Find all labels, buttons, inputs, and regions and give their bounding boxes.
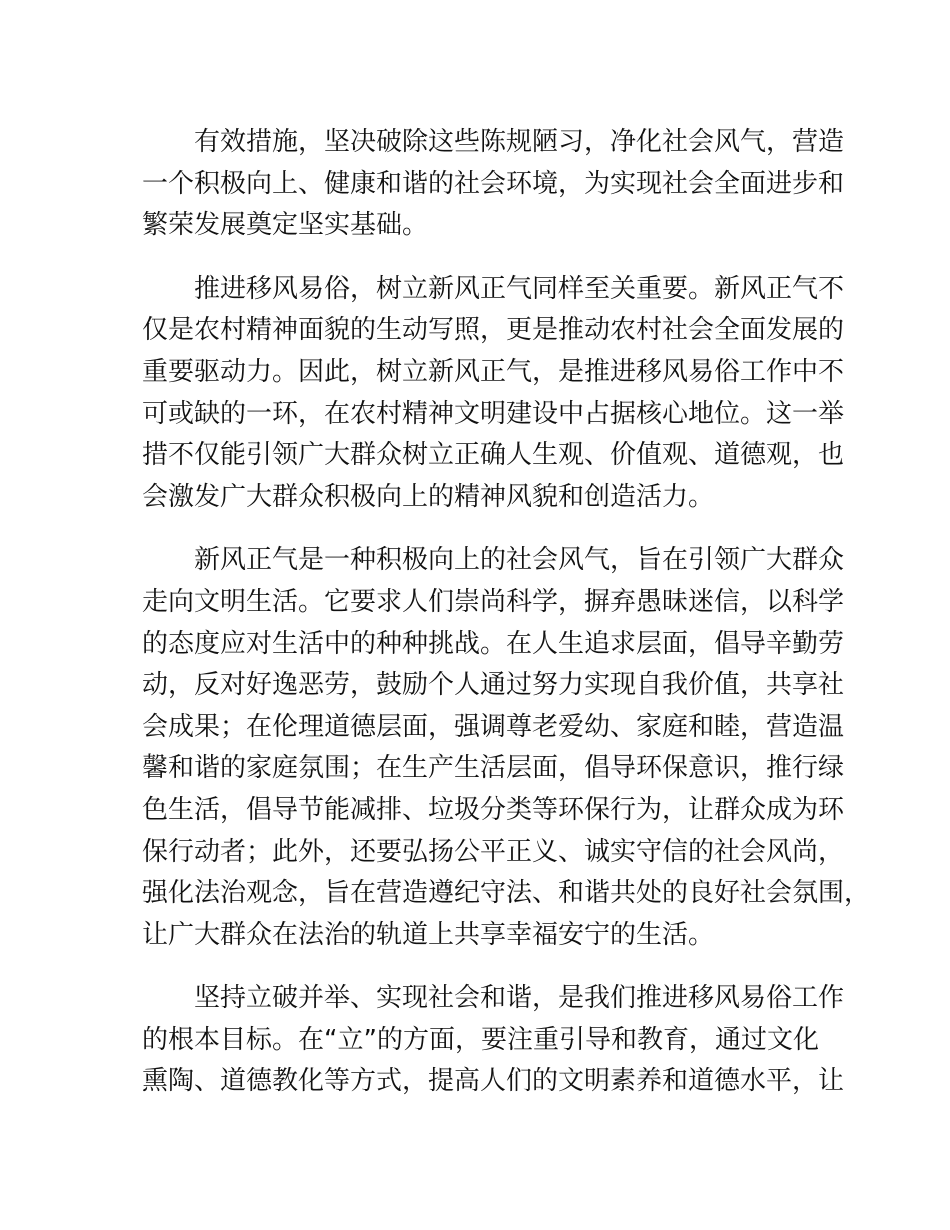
paragraph — [142, 540, 871, 956]
text-line: 措不仅能引领广大群众树立正确人生观、价值观、道德观，也 — [142, 440, 845, 471]
text-line: 馨和谐的家庭氛围；在生产生活层面，倡导环保意识，推行绿 — [142, 753, 845, 784]
text-line: 的态度应对生活中的种种挑战。在人生追求层面，倡导辛勤劳 — [142, 628, 845, 659]
text-line: 可或缺的一环，在农村精神文明建设中占据核心地位。这一举 — [142, 398, 845, 429]
text-line: 繁荣发展奠定坚实基础。 — [142, 210, 429, 241]
text-line: 会成果；在伦理道德层面，强调尊老爱幼、家庭和睦，营造温 — [142, 711, 845, 742]
document-body — [142, 122, 871, 1125]
text-line: 强化法治观念，旨在营造遵纪守法、和谐共处的良好社会氛围， — [142, 878, 871, 909]
text-line: 仅是农村精神面貌的生动写照，更是推动农村社会全面发展的 — [142, 315, 845, 346]
text-line: 重要驱动力。因此，树立新风正气，是推进移风易俗工作中不 — [142, 356, 845, 387]
text-line: 保行动者；此外，还要弘扬公平正义、诚实守信的社会风尚， — [142, 836, 845, 867]
text-line: 的根本目标。在“立”的方面，要注重引导和教育，通过文化 — [142, 1024, 819, 1055]
text-line: 动，反对好逸恶劳，鼓励个人通过努力实现自我价值，共享社 — [142, 670, 845, 701]
text-line: 色生活，倡导节能减排、垃圾分类等环保行为，让群众成为环 — [142, 794, 845, 825]
text-line: 有效措施，坚决破除这些陈规陋习，净化社会风气，营造 — [194, 127, 845, 157]
paragraph — [142, 978, 845, 1103]
text-line: 一个积极向上、健康和谐的社会环境，为实现社会全面进步和 — [142, 168, 845, 199]
text-line: 熏陶、道德教化等方式，提高人们的文明素养和道德水平，让 — [142, 1066, 845, 1097]
paragraph — [142, 269, 845, 519]
text-line: 坚持立破并举、实现社会和谐，是我们推进移风易俗工作 — [194, 983, 845, 1014]
text-line: 走向文明生活。它要求人们崇尚科学，摒弃愚昧迷信，以科学 — [142, 586, 845, 617]
text-line: 会激发广大群众积极向上的精神风貌和创造活力。 — [142, 481, 715, 512]
text-line: 新风正气是一种积极向上的社会风气，旨在引领广大群众 — [194, 545, 845, 576]
text-line: 推进移风易俗，树立新风正气同样至关重要。新风正气不 — [194, 273, 845, 304]
paragraph — [142, 122, 845, 247]
text-line: 让广大群众在法治的轨道上共享幸福安宁的生活。 — [142, 919, 715, 950]
